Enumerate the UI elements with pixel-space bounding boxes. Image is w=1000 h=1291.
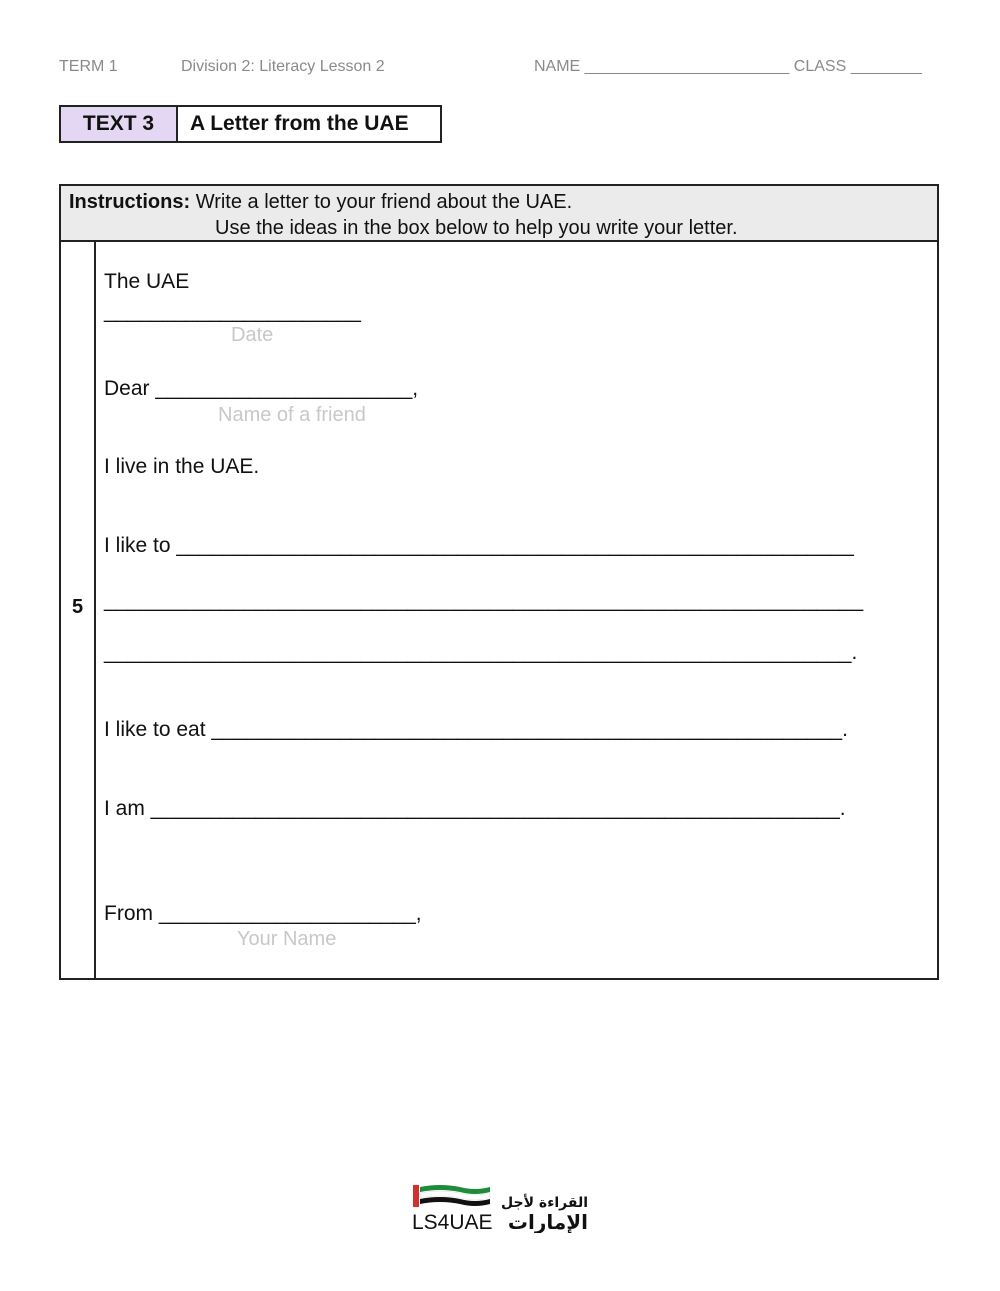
instructions-label: Instructions: [69, 191, 191, 213]
i-am-line[interactable]: I am ___________________________________________________________. [104, 797, 846, 820]
worksheet-frame [59, 184, 939, 980]
date-hint: Date [231, 324, 274, 346]
blank-line-2[interactable]: ________________________________________________________________. [104, 641, 858, 664]
question-number: 5 [71, 596, 84, 618]
text-number-tag: TEXT 3 [61, 107, 178, 141]
blank-line-1[interactable]: _________________________________________________________________ [104, 589, 864, 612]
like-to-eat-line[interactable]: I like to eat ______________________________________________________. [104, 718, 848, 741]
division-label: Division 2: Literacy Lesson 2 [181, 58, 385, 75]
letter-place: The UAE [104, 270, 190, 293]
ls4uae-logo [410, 1183, 590, 1233]
logo-arabic-top: القراءة لأجل [501, 1195, 588, 1211]
your-name-hint: Your Name [237, 928, 337, 950]
name-class-field: NAME _______________________ CLASS ________ [534, 58, 922, 75]
term-label: TERM 1 [59, 58, 118, 75]
instructions-line-2: Use the ideas in the box below to help you write your letter. [215, 217, 738, 239]
question-number-column [61, 242, 96, 978]
date-line[interactable]: ______________________ [104, 300, 361, 323]
instructions-box [61, 186, 937, 242]
live-sentence: I live in the UAE. [104, 455, 260, 478]
from-line[interactable]: From ______________________, [104, 902, 422, 925]
instructions-text-1: Write a letter to your friend about the UAE. [195, 191, 573, 213]
text-title: A Letter from the UAE [190, 112, 409, 135]
dear-line[interactable]: Dear ______________________, [104, 377, 419, 400]
friend-name-hint: Name of a friend [218, 404, 366, 426]
logo-latin-text: LS4UAE [412, 1211, 493, 1233]
flag-red-bar [413, 1185, 419, 1207]
logo-arabic-bottom: الإمارات [507, 1210, 588, 1233]
instructions-line-1 [69, 189, 572, 215]
text-title-box [59, 105, 442, 143]
like-to-line[interactable]: I like to __________________________________________________________ [104, 534, 854, 557]
